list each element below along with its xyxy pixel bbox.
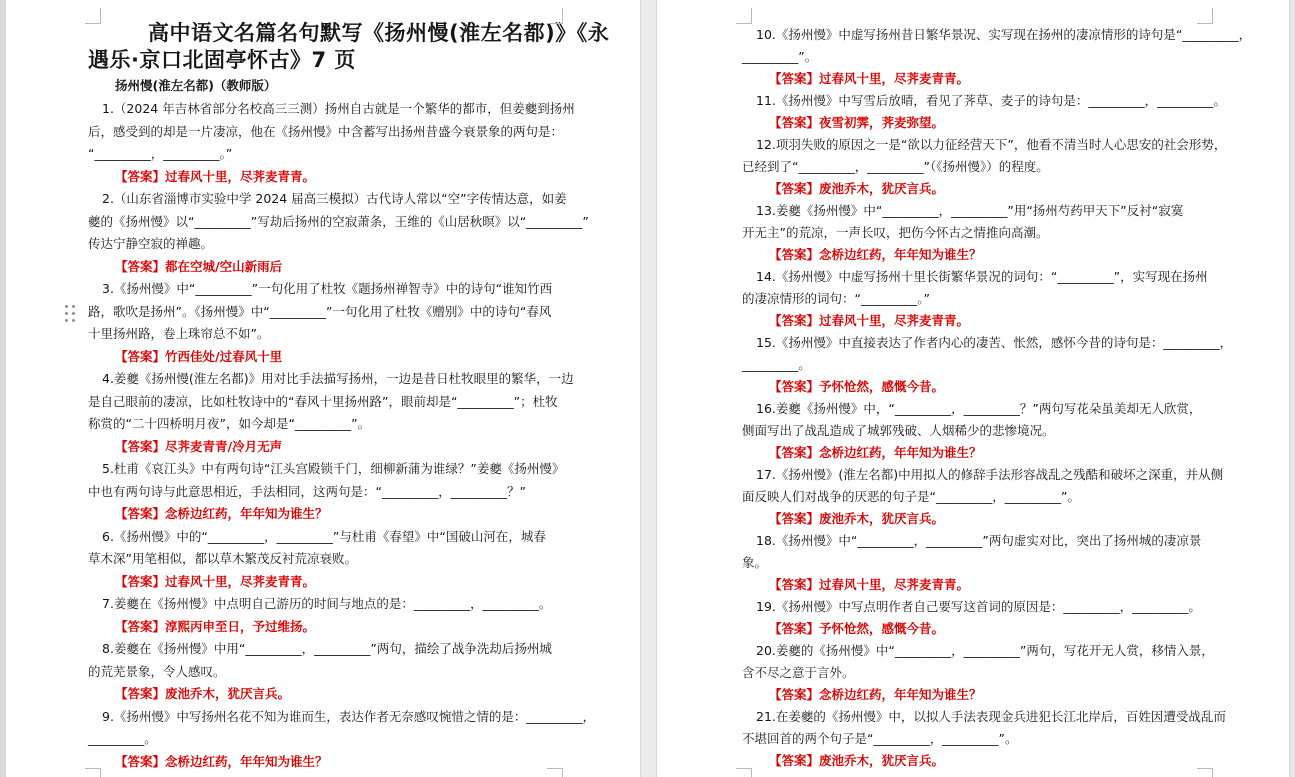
document-page-2 (657, 0, 1289, 777)
question-text-line: 含不尽之意于言外。 (742, 665, 855, 680)
page-corner-mark (736, 8, 752, 24)
question-text-line: 传达宁静空寂的禅趣。 (88, 236, 214, 251)
page-corner-mark (1197, 8, 1213, 24)
answer-text-line: 【答案】废池乔木，犹厌言兵。 (769, 753, 945, 768)
question-text-line: 10.《扬州慢》中虚写扬州昔日繁华景况、实写现在扬州的凄凉情形的诗句是“_________， (756, 27, 1252, 42)
question-text-line: 不堪回首的两个句子是“_________，_________”。 (742, 731, 1018, 746)
answer-text-line: 【答案】过春风十里，尽荠麦青青。 (115, 168, 316, 184)
question-text-line: 15.《扬州慢》中直接表达了作者内心的凄苦、怅然，感怀今昔的诗句是：_________， (756, 335, 1233, 350)
question-text (88, 188, 640, 256)
page-title (88, 20, 640, 74)
question-text (742, 464, 1289, 508)
answer-text-line: 【答案】过春风十里，尽荠麦青青。 (769, 313, 970, 328)
question-text (742, 398, 1289, 442)
page-corner-mark (85, 768, 101, 777)
page-title-line: 遇乐·京口北固亭怀古》7 页 (88, 48, 356, 72)
question-text (88, 458, 640, 503)
question-text (742, 266, 1289, 310)
question-text (742, 24, 1289, 68)
answer-text-line: 【答案】废池乔木，犹厌言兵。 (769, 181, 945, 196)
question-text-line: 已经到了“_________，_________”（《扬州慢》）的程度。 (742, 159, 1049, 174)
answer-text (88, 683, 640, 706)
page-corner-mark (1197, 768, 1213, 777)
answer-text-line: 【答案】念桥边红药，年年知为谁生？ (115, 753, 328, 769)
answer-text (742, 310, 1289, 332)
answer-text (88, 571, 640, 594)
answer-text-line: 【答案】予怀怆然，感慨今昔。 (769, 621, 945, 636)
question-text (88, 278, 640, 346)
answer-text (742, 574, 1289, 596)
question-text-line: 1.（2024 年吉林省部分名校高三三测）扬州自古就是一个繁华的都市，但姜夔到扬州 (102, 101, 575, 116)
question-text (88, 368, 640, 436)
question-text-line: 的凄凉情形的词句：“_________。” (742, 291, 930, 306)
answer-text (88, 166, 640, 189)
answer-text (742, 178, 1289, 200)
question-text-line: 8.姜夔在《扬州慢》中用“_________，_________”两句，描绘了战争洗劫后扬州城 (102, 641, 552, 656)
question-text-line: 13.姜夔《扬州慢》中“_________，_________”用“扬州芍药甲天下”反衬“寂寞 (756, 203, 1184, 218)
question-text-line: 称赏的“二十四桥明月夜”，如今却是“_________”。 (88, 416, 371, 431)
question-text-line: 21.在姜夔的《扬州慢》中，以拟人手法表现金兵进犯长江北岸后，百姓因遭受战乱而 (756, 709, 1226, 724)
answer-text-line: 【答案】尽荠麦青青/冷月无声 (115, 438, 283, 454)
question-text (742, 596, 1289, 618)
answer-text (742, 442, 1289, 464)
question-text-line: 的荒芜景象，令人感叹。 (88, 663, 226, 679)
section-heading (88, 74, 640, 98)
question-text (742, 530, 1289, 574)
question-text-line: 5.杜甫《哀江头》中有两句诗“江头宫殿锁千门，细柳新蒲为谁绿？”姜夔《扬州慢》 (102, 461, 565, 476)
answer-text (742, 112, 1289, 134)
question-text-line: 象。 (742, 555, 768, 570)
question-text (88, 706, 640, 751)
answer-text-line: 【答案】念桥边红药，年年知为谁生？ (769, 687, 982, 702)
answer-text-line: 【答案】淳熙丙申至日，予过维扬。 (115, 618, 316, 634)
question-text (88, 98, 640, 166)
answer-text (88, 256, 640, 279)
question-text-line: 2.（山东省淄博市实验中学 2024 届高三模拟）古代诗人常以“空”字传情达意，如姜 (102, 191, 567, 206)
answer-text (88, 503, 640, 526)
page-corner-mark (547, 768, 563, 777)
question-text-line: 侧面写出了战乱造成了城郭残破、人烟稀少的悲惨境况。 (742, 423, 1055, 438)
question-text-line: 12.项羽失败的原因之一是“欲以力征经营天下”，他看不清当时人心思安的社会形势， (756, 137, 1227, 152)
answer-text (742, 244, 1289, 266)
question-text-line: _________。 (742, 357, 811, 372)
question-text-line: 后，感受到的却是一片凄凉，他在《扬州慢》中含蓄写出扬州昔盛今衰景象的两句是： (88, 123, 564, 139)
question-text-line: 4.姜夔《扬州慢(淮左名都)》用对比手法描写扬州，一边是昔日杜牧眼里的繁华，一边 (102, 371, 574, 386)
page-corner-mark (85, 8, 101, 24)
window-right-edge (1289, 0, 1295, 777)
question-text-line: _________”。 (742, 49, 818, 64)
question-text-line: 17.《扬州慢》(淮左名都)中用拟人的修辞手法形容战乱之残酷和破坏之深重，并从侧 (756, 467, 1224, 482)
answer-text-line: 【答案】念桥边红药，年年知为谁生？ (115, 506, 328, 521)
question-text-line: 十里扬州路，卷上珠帘总不如”。 (88, 326, 270, 341)
answer-text (742, 508, 1289, 530)
question-text-line: 9.《扬州慢》中写扬州名花不知为谁而生，表达作者无奈感叹惋惜之情的是：_________， (102, 708, 596, 724)
page-corner-mark (547, 8, 563, 24)
answer-text-line: 【答案】过春风十里，尽荠麦青青。 (115, 573, 316, 589)
question-text (742, 332, 1289, 376)
question-text-line: 18.《扬州慢》中“_________，_________”两句虚实对比，突出了扬州城的凄凉景 (756, 533, 1202, 548)
question-text (88, 638, 640, 683)
question-text (742, 90, 1289, 112)
answer-text-line: 【答案】竹西佳处/过春风十里 (115, 348, 283, 364)
answer-text (742, 618, 1289, 640)
question-text (88, 526, 640, 571)
answer-text-line: 【答案】过春风十里，尽荠麦青青。 (769, 577, 970, 592)
question-text-line: 6.《扬州慢》中的“_________，_________”与杜甫《春望》中“国破山河在，城春 (102, 528, 546, 544)
document-page-1 (6, 0, 640, 777)
answer-text-line: 【答案】予怀怆然，感慨今昔。 (769, 379, 945, 394)
question-text-line: 11.《扬州慢》中写雪后放晴，看见了荠草、麦子的诗句是：_________，_________。 (756, 93, 1226, 108)
answer-text-line: 【答案】念桥边红药，年年知为谁生？ (769, 445, 982, 460)
question-text-line: _________。 (88, 731, 157, 746)
question-text-line: 16.姜夔《扬州慢》中，“_________，_________？”两句写花朵虽美却无人欣赏， (756, 401, 1202, 416)
question-text-line: 14.《扬州慢》中虚写扬州十里长街繁华景况的词句：“_________”，实写现在扬州 (756, 269, 1208, 284)
page-gap (640, 0, 657, 777)
question-text-line: 面反映人们对战争的厌恶的句子是“_________，_________”。 (742, 489, 1080, 504)
answer-text (88, 346, 640, 369)
answer-text-line: 【答案】废池乔木，犹厌言兵。 (115, 686, 291, 701)
question-text-line: 是自己眼前的凄凉，比如杜牧诗中的“春风十里扬州路”，眼前却是“_________”；杜牧 (88, 393, 558, 409)
question-text-line: 草木深”用笔相似，都以草木繁茂反衬荒凉衰败。 (88, 551, 357, 566)
answer-text (88, 616, 640, 639)
question-text (742, 200, 1289, 244)
answer-text-line: 【答案】夜雪初霁，荠麦弥望。 (769, 115, 945, 130)
answer-text (742, 684, 1289, 706)
answer-text-line: 【答案】都在空城/空山新雨后 (115, 258, 283, 274)
question-text-line: “_________，_________。” (88, 146, 233, 161)
answer-text (742, 376, 1289, 398)
page-title-line: 高中语文名篇名句默写《扬州慢(淮左名都)》《永 (148, 21, 610, 45)
question-text (742, 134, 1289, 178)
question-text-line: 开无主”的荒凉，一声长叹，把伤今怀古之情推向高潮。 (742, 225, 1049, 240)
question-text (742, 640, 1289, 684)
question-text-line: 19.《扬州慢》中写点明作者自己要写这首词的原因是：_________，_________。 (756, 599, 1201, 614)
question-text (742, 706, 1289, 750)
answer-text-line: 【答案】念桥边红药，年年知为谁生？ (769, 247, 982, 262)
answer-text (742, 68, 1289, 90)
question-text-line: 3.《扬州慢》中“_________”一句化用了杜牧《题扬州禅智寺》中的诗句“谁知竹西 (102, 281, 553, 296)
question-text-line: 夔的《扬州慢》以“_________”写劫后扬州的空寂萧条，王维的《山居秋暝》以“_________” (88, 213, 589, 229)
section-heading-line: 扬州慢(淮左名都)（教师版） (115, 78, 277, 93)
answer-text-line: 【答案】废池乔木，犹厌言兵。 (769, 511, 945, 526)
question-text (88, 593, 640, 616)
answer-text (88, 436, 640, 459)
question-text-line: 7.姜夔在《扬州慢》中点明自己游历的时间与地点的是：_________，_________。 (102, 596, 552, 611)
question-text-line: 路，歌吹是扬州”。《扬州慢》中“_________”一句化用了杜牧《赠别》中的诗句“春风 (88, 303, 552, 319)
page-corner-mark (736, 768, 752, 777)
question-text-line: 20.姜夔的《扬州慢》中“_________，_________”两句，写花开无人赏，移情入景， (756, 643, 1214, 658)
six-dot-drag-handle-icon[interactable] (63, 303, 77, 324)
answer-text-line: 【答案】过春风十里，尽荠麦青青。 (769, 71, 970, 86)
question-text-line: 中也有两句诗与此意思相近，手法相同，这两句是：“_________，_________？” (88, 483, 526, 499)
